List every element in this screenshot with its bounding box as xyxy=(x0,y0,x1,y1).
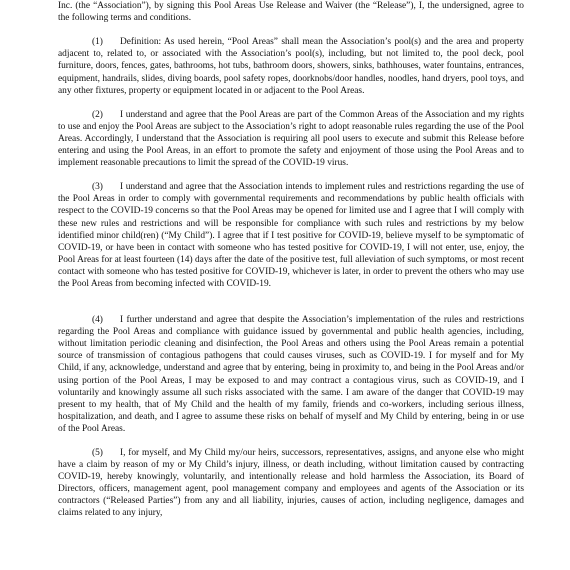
paragraph-number: (1) xyxy=(92,37,103,48)
paragraph-3 xyxy=(58,181,524,290)
release-document xyxy=(58,0,524,532)
paragraph-text: I further understand and agree that despite the Association’s implementation of the rules and restrictions regarding the Pool Areas and compliance with guidance issued by governmental and public health agencies, including, without limitation periodic cleaning and disinfection, the Pool Areas and others using the Pool Areas remain a potential source of transmission of contagious pathogens that could causes viruses, such as COVID-19. I for myself and for My Child, if any, acknowledge, understand and agree that by entering, being in proximity to, and being in the Pool Areas and/or using portion of the Pool Areas, I may be exposed to and may contract a contagious virus, such as COVID-19, and I voluntarily and knowingly assume all such risks associated with the same. I am aware of the danger that COVID-19 may present to my health, that of My Child and the health of my family, friends and co-workers, including serious illness, hospitalization, and death, and I agree to assume these risks on behalf of myself and My Child by entering, being in or use of the Pool Areas. xyxy=(58,315,524,434)
paragraph-text: I, for myself, and My Child my/our heirs, successors, representatives, assigns, and anyone else who might have a claim by reason of my or My Child’s injury, illness, or death including, without limitation caused by contracting COVID-19, hereby knowingly, voluntarily, and intentionally release and hold harmless the Association, its Board of Directors, officers, management agent, pool management company and employees and agents of the Association or its contractors (“Released Parties”) from any and all liability, injuries, causes of action, including negligence, damages and claims related to any injury, xyxy=(58,448,524,519)
paragraph-number: (4) xyxy=(92,315,103,326)
paragraph-5 xyxy=(58,447,524,520)
paragraph-number: (2) xyxy=(92,109,103,120)
intro-paragraph: Inc. (the “Association”), by signing this Pool Areas Use Release and Waiver (the “Release”), I, the undersigned, agree to the following terms and conditions. xyxy=(58,1,524,24)
paragraph-number: (5) xyxy=(92,448,103,458)
paragraph-text: I understand and agree that the Association intends to implement rules and restrictions regarding the use of the Pool Areas in order to comply with governmental requirements and recommendations by public health officials with respect to the COVID-19 concerns so that the Pool Areas may be opened for limited use and I agree that I will comply with these new rules and restrictions and will be responsible for compliance with such rules and restrictions by my below identified minor child(ren) (“My Child”). I agree that if I test positive for COVID-19, believe myself to be symptomatic of COVID-19, or have been in contact with someone who has tested positive for COVID-19, I will not enter, use, enjoy, the Pool Areas for at least fourteen (14) days after the date of the positive test, full alleviation of such symptoms, or most recent contact with someone who has tested positive for COVID-19, whichever is later, in order to prevent the others who may use the Pool Areas from becoming infected with COVID-19. xyxy=(58,182,524,289)
paragraph-4 xyxy=(58,314,524,435)
paragraph-2 xyxy=(58,109,524,169)
paragraph-1 xyxy=(58,36,524,96)
paragraph-text: Definition: As used herein, “Pool Areas” shall mean the Association’s pool(s) and the area and property adjacent to, related to, or associated with the Association’s pool(s), including, but not limited to, the pool deck, pool furniture, doors, fences, gates, bathrooms, hot tubs, bathroom doors, showers, sinks, bathhouses, water fountains, entrances, equipment, handrails, slides, diving boards, pool safety ropes, doorknobs/door handles, noodles, hand dryers, pool toys, and any other fixtures, property or equipment located in or adjacent to the Pool Areas. xyxy=(58,37,524,96)
paragraph-text: I understand and agree that the Pool Areas are part of the Common Areas of the Association and my rights to use and enjoy the Pool Areas are subject to the Association’s right to adopt reasonable rules regarding the use of the Pool Areas. Accordingly, I understand that the Association is requiring all pool users to execute and submit this Release before entering and using the Pool Areas, in an effort to promote the safety and enjoyment of those using the Pool Areas and to implement reasonable precautions to limit the spread of the COVID-19 virus. xyxy=(58,109,524,169)
paragraph-number: (3) xyxy=(92,182,103,193)
